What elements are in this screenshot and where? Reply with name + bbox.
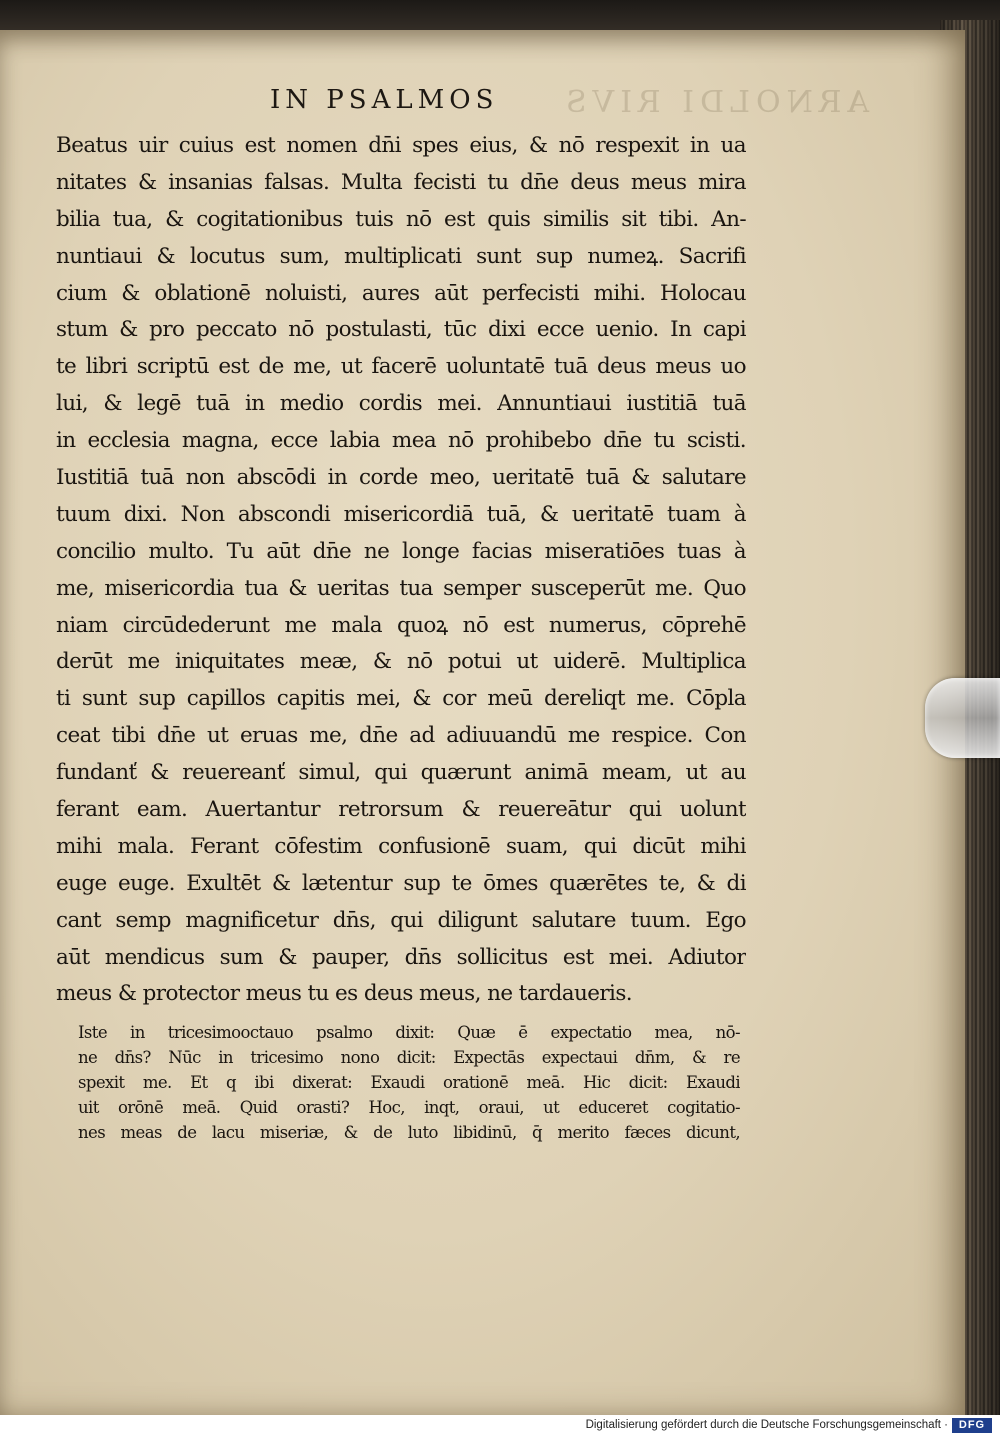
text-line: te libri scriptū est de me, ut facerē uoluntatē tuā deus meus uo bbox=[56, 354, 746, 380]
text-line: aūt mendicus sum & pauper, dn̄s sollicitus est mei. Adiutor bbox=[56, 944, 746, 970]
text-line: concilio multo. Tu aūt dn̄e ne longe facias miseratiōes tuas à bbox=[56, 538, 746, 564]
psalm-text bbox=[56, 128, 746, 1013]
text-line: Beatus uir cuius est nomen dn̄i spes eius, & nō respexit in ua bbox=[56, 133, 746, 158]
commentary-text bbox=[78, 1020, 740, 1145]
text-line: me, misericordia tua & ueritas tua semper susceperūt me. Quo bbox=[56, 575, 746, 601]
text-line: mihi mala. Ferant cōfestim confusionē suam, qui dicūt mihi bbox=[56, 833, 746, 859]
text-line: stum & pro peccato nō postulasti, tūc dixi ecce uenio. In capi bbox=[56, 317, 746, 343]
text-line: nitates & insanias falsas. Multa fecisti tu dn̄e deus meus mira bbox=[56, 169, 746, 195]
text-line: bilia tua, & cogitationibus tuis nō est quis similis sit tibi. An- bbox=[56, 206, 746, 232]
text-line: in ecclesia magna, ecce labia mea nō prohibebo dn̄e tu scisti. bbox=[56, 428, 746, 454]
text-line: cant semp magnificetur dn̄s, qui diligunt salutare tuum. Ego bbox=[56, 907, 746, 933]
text-line: nuntiaui & locutus sum, multiplicati sunt sup numeꝝ. Sacrifi bbox=[56, 243, 746, 269]
funding-note: Digitalisierung gefördert durch die Deutsche Forschungsgemeinschaft · bbox=[585, 1419, 948, 1431]
running-head: IN PSALMOS bbox=[270, 85, 499, 115]
show-through-heading: ARNOLDI RIVS bbox=[560, 85, 870, 120]
text-line: ferant eam. Auertantur retrorsum & reuereātur qui uolunt bbox=[56, 797, 746, 823]
text-line: meus & protector meus tu es deus meus, ne tardaueris. bbox=[56, 981, 632, 1007]
commentary-line: spexit me. Et q ibi dixerat: Exaudi orationē meā. Hic dicit: Exaudi bbox=[78, 1073, 740, 1092]
text-line: derūt me iniquitates meæ, & nō potui ut uiderē. Multiplica bbox=[56, 649, 746, 675]
text-line: ti sunt sup capillos capitis mei, & cor meū dereliqt me. Cōpla bbox=[56, 686, 746, 712]
text-line: euge euge. Exultēt & lætentur sup te ōmes quærētes te, & di bbox=[56, 870, 746, 896]
text-line: cium & oblationē noluisti, aures aūt perfecisti mihi. Holocau bbox=[56, 280, 746, 306]
text-line: tuum dixi. Non abscondi misericordiā tuā, & ueritatē tuam à bbox=[56, 501, 746, 527]
commentary-line: ne dn̄s? Nūc in tricesimo nono dicit: Expectās expectaui dn̄m, & re bbox=[78, 1048, 740, 1067]
commentary-line: uit orōnē meā. Quid orasti? Hoc, inqt, oraui, ut educeret cogitatio- bbox=[78, 1098, 740, 1117]
text-line: ceat tibi dn̄e ut eruas me, dn̄e ad adiuuandū me respice. Con bbox=[56, 723, 746, 749]
text-line: niam circūdederunt me mala quoꝝ nō est numerus, cōprehē bbox=[56, 612, 746, 638]
commentary-line: Iste in tricesimooctauo psalmo dixit: Quæ ē expectatio mea, nō- bbox=[78, 1023, 740, 1042]
dfg-logo: DFG bbox=[952, 1418, 992, 1433]
text-line: fundanť & reuereanť simul, qui quærunt animā meam, ut au bbox=[56, 760, 746, 786]
text-line: Iustitiā tuā non abscōdi in corde meo, ueritatē tuā & salutare bbox=[56, 465, 746, 491]
commentary-line: nes meas de lacu miseriæ, & de luto libidinū, q̄ merito fæces dicunt, bbox=[78, 1123, 740, 1142]
text-line: lui, & legē tuā in medio cordis mei. Annuntiaui iustitiā tuā bbox=[56, 391, 746, 417]
book-clip bbox=[925, 678, 1000, 758]
